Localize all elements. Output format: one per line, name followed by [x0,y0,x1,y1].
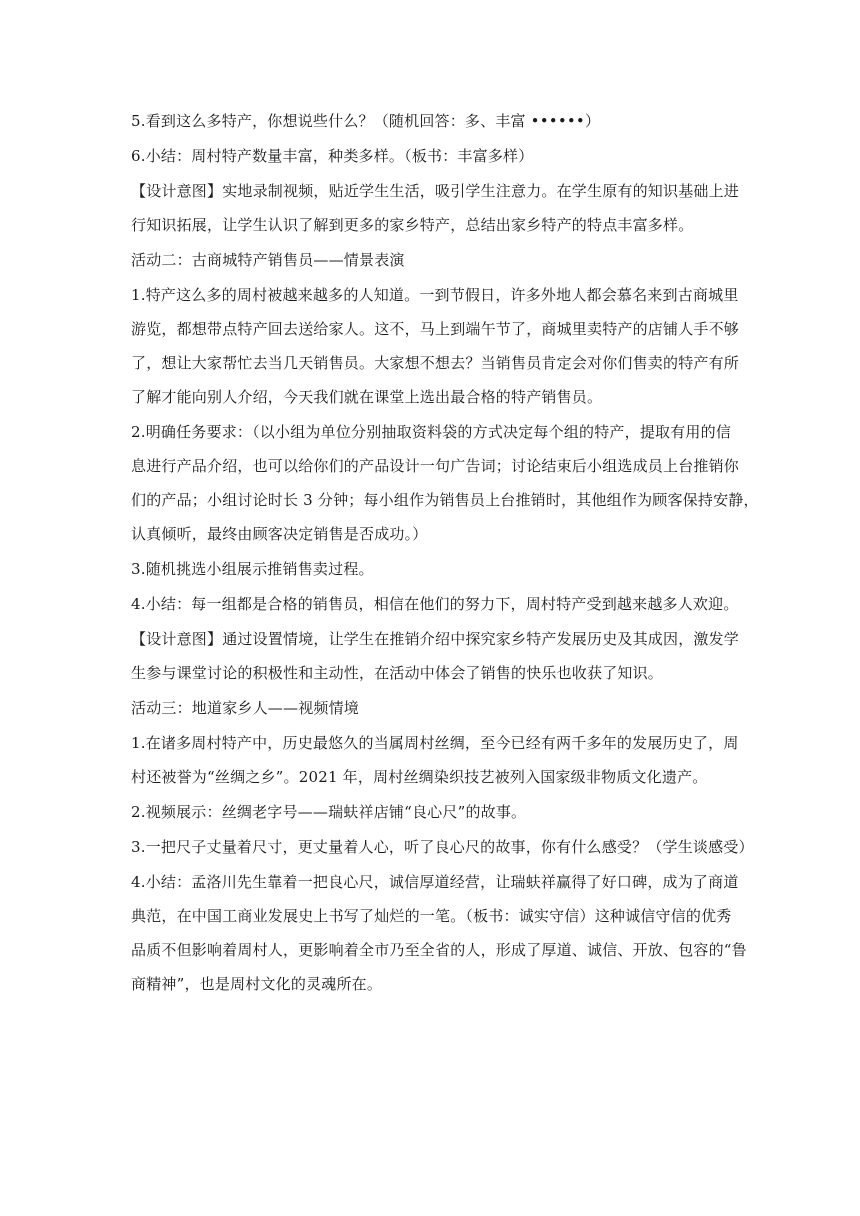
paragraph-task-requirements [131,421,759,545]
text-line: 了，想让大家帮忙去当几天销售员。大家想不想去？当销售员肯定会对你们售卖的特产有所 [131,354,740,372]
text-line: 【设计意图】通过设置情境，让学生在推销介绍中探究家乡特产发展历史及其成因，激发学 [131,630,740,648]
paragraph-summary-2 [131,593,739,615]
text-line: 行知识拓展，让学生认识了解到更多的家乡特产，总结出家乡特产的特点丰富多样。 [131,216,694,234]
heading-activity-two [131,249,735,271]
paragraph-design-intent-1 [131,180,740,236]
text-line: 了解才能向别人介绍，今天我们就在课堂上选出最合格的特产销售员。 [131,388,603,406]
text-line: 品质不但影响着周村人，更影响着全市乃至全省的人，形成了厚道、诚信、开放、包容的“鲁 [131,941,747,959]
text-line: 4.小结：孟洛川先生靠着一把良心尺，诚信厚道经营，让瑞蚨祥赢得了好口碑，成为了商道 [131,873,739,891]
text-line: 2.视频展示：丝绸老字号——瑞蚨祥店铺“良心尺”的故事。 [131,803,527,821]
text-line: 4.小结：每一组都是合格的销售员，相信在他们的努力下，周村特产受到越来越多人欢迎。 [131,595,739,613]
text-line: 认真倾听，最终由顾客决定销售是否成功。） [131,525,428,543]
text-line: 游览，都想带点特产回去送给家人。这不，马上到端午节了，商城里卖特产的店铺人手不够 [131,320,740,338]
text-line: 活动三：地道家乡人——视频情境 [131,699,360,717]
paragraph-activity-two-intro [131,284,740,408]
text-line: 活动二：古商城特产销售员——情景表演 [131,251,405,269]
text-line: 商精神”，也是周村文化的灵魂所在。 [131,975,383,993]
paragraph-design-intent-2 [131,628,740,684]
heading-activity-three [131,697,735,719]
paragraph-group-display [131,558,735,580]
document-page [131,110,759,1008]
text-line: 村还被誉为“丝绸之乡”。2021 年，周村丝绸染织技艺被列入国家级非物质文化遗产。 [131,768,708,786]
text-line: 6.小结：周村特产数量丰富，种类多样。（板书：丰富多样） [131,147,534,165]
paragraph-thoughts-question [131,110,735,132]
text-line: 息进行产品介绍，也可以给你们的产品设计一句广告词；讨论结束后小组选成员上台推销你 [131,457,740,475]
paragraph-video-display [131,801,735,823]
paragraph-summary-1 [131,145,735,167]
text-line: 1.在诸多周村特产中，历史最悠久的当属周村丝绸，至今已经有两千多年的发展历史了，周 [131,734,739,752]
paragraph-silk-history [131,732,739,788]
text-line: 3.随机挑选小组展示推销售卖过程。 [131,560,374,578]
paragraph-ruler-question [131,836,754,858]
paragraph-summary-3 [131,871,747,995]
text-line: 1.特产这么多的周村被越来越多的人知道。一到节假日，许多外地人都会慕名来到古商城里 [131,286,739,304]
text-line: 【设计意图】实地录制视频，贴近学生生活，吸引学生注意力。在学生原有的知识基础上进 [131,182,740,200]
text-line: 5.看到这么多特产，你想说些什么？（随机回答：多、丰富 ••••••） [131,112,601,130]
text-line: 生参与课堂讨论的积极性和主动性，在活动中体会了销售的快乐也收获了知识。 [131,664,664,682]
text-line: 3.一把尺子丈量着尺寸，更丈量着人心，听了良心尺的故事，你有什么感受？（学生谈感受） [131,838,754,856]
text-line: 2.明确任务要求：（以小组为单位分别抽取资料袋的方式决定每个组的特产，提取有用的信 [131,423,732,441]
text-line: 典范，在中国工商业发展史上书写了灿烂的一笔。（板书：诚实守信）这种诚信守信的优秀 [131,907,732,925]
text-line: 们的产品；小组讨论时长 3 分钟；每小组作为销售员上台推销时，其他组作为顾客保持安静， [131,491,759,509]
